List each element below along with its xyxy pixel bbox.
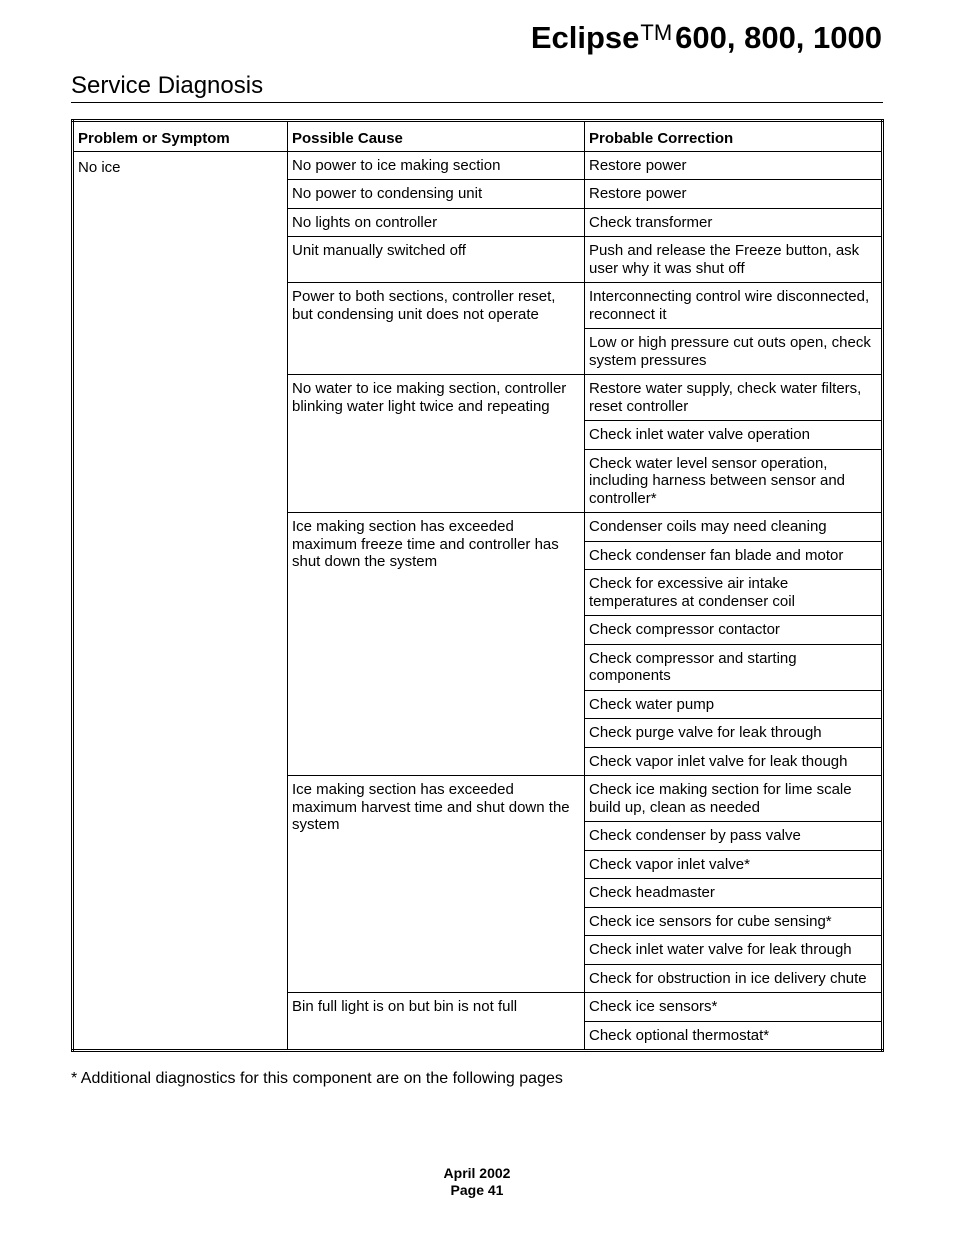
page-title xyxy=(531,20,882,56)
correction-cell: Low or high pressure cut outs open, check system pressures xyxy=(585,329,883,375)
correction-cell: Restore power xyxy=(585,180,883,209)
table-row xyxy=(73,151,883,180)
table-body xyxy=(73,151,883,1051)
correction-cell: Check vapor inlet valve for leak though xyxy=(585,747,883,776)
cause-cell: No water to ice making section, controller blinking water light twice and repeating xyxy=(288,375,585,513)
correction-cell: Check ice sensors for cube sensing* xyxy=(585,907,883,936)
correction-cell: Check water level sensor operation, including harness between sensor and controller* xyxy=(585,449,883,513)
product-name: Eclipse xyxy=(530,20,640,55)
correction-cell: Check compressor contactor xyxy=(585,616,883,645)
correction-cell: Condenser coils may need cleaning xyxy=(585,513,883,542)
page-number: Page 41 xyxy=(450,1182,504,1198)
table-header-row xyxy=(73,121,883,152)
correction-cell: Check inlet water valve for leak through xyxy=(585,936,883,965)
header-cause: Possible Cause xyxy=(288,121,585,152)
correction-cell: Interconnecting control wire disconnected, reconnect it xyxy=(585,283,883,329)
diagnosis-table xyxy=(71,119,884,1052)
header-problem: Problem or Symptom xyxy=(73,121,288,152)
correction-cell: Check transformer xyxy=(585,208,883,237)
cause-cell: No lights on controller xyxy=(288,208,585,237)
correction-cell: Check ice sensors* xyxy=(585,993,883,1022)
correction-cell: Check ice making section for lime scale build up, clean as needed xyxy=(585,776,883,822)
correction-cell: Check condenser by pass valve xyxy=(585,822,883,851)
correction-cell: Push and release the Freeze button, ask user why it was shut off xyxy=(585,237,883,283)
symptom-cell: No ice xyxy=(73,151,288,1051)
page-footer xyxy=(0,1165,954,1199)
footnote: * Additional diagnostics for this component are on the following pages xyxy=(71,1070,563,1087)
correction-cell: Check inlet water valve operation xyxy=(585,421,883,450)
correction-cell: Check for excessive air intake temperatures at condenser coil xyxy=(585,570,883,616)
trademark-symbol: TM xyxy=(640,20,673,45)
correction-cell: Check optional thermostat* xyxy=(585,1021,883,1051)
cause-cell: No power to condensing unit xyxy=(288,180,585,209)
correction-cell: Check headmaster xyxy=(585,879,883,908)
model-numbers: 600, 800, 1000 xyxy=(675,20,882,55)
correction-cell: Check vapor inlet valve* xyxy=(585,850,883,879)
section-title: Service Diagnosis xyxy=(71,72,264,99)
cause-cell: Power to both sections, controller reset, but condensing unit does not operate xyxy=(288,283,585,375)
correction-cell: Check water pump xyxy=(585,690,883,719)
correction-cell: Check condenser fan blade and motor xyxy=(585,541,883,570)
header-correction: Probable Correction xyxy=(585,121,883,152)
section-divider xyxy=(71,102,883,103)
cause-cell: Ice making section has exceeded maximum freeze time and controller has shut down the system xyxy=(288,513,585,776)
correction-cell: Check for obstruction in ice delivery chute xyxy=(585,964,883,993)
correction-cell: Check purge valve for leak through xyxy=(585,719,883,748)
footer-date: April 2002 xyxy=(443,1165,511,1181)
correction-cell: Check compressor and starting components xyxy=(585,644,883,690)
cause-cell: Ice making section has exceeded maximum harvest time and shut down the system xyxy=(288,776,585,993)
cause-cell: Bin full light is on but bin is not full xyxy=(288,993,585,1051)
cause-cell: No power to ice making section xyxy=(288,151,585,180)
cause-cell: Unit manually switched off xyxy=(288,237,585,283)
correction-cell: Restore power xyxy=(585,151,883,180)
correction-cell: Restore water supply, check water filters, reset controller xyxy=(585,375,883,421)
